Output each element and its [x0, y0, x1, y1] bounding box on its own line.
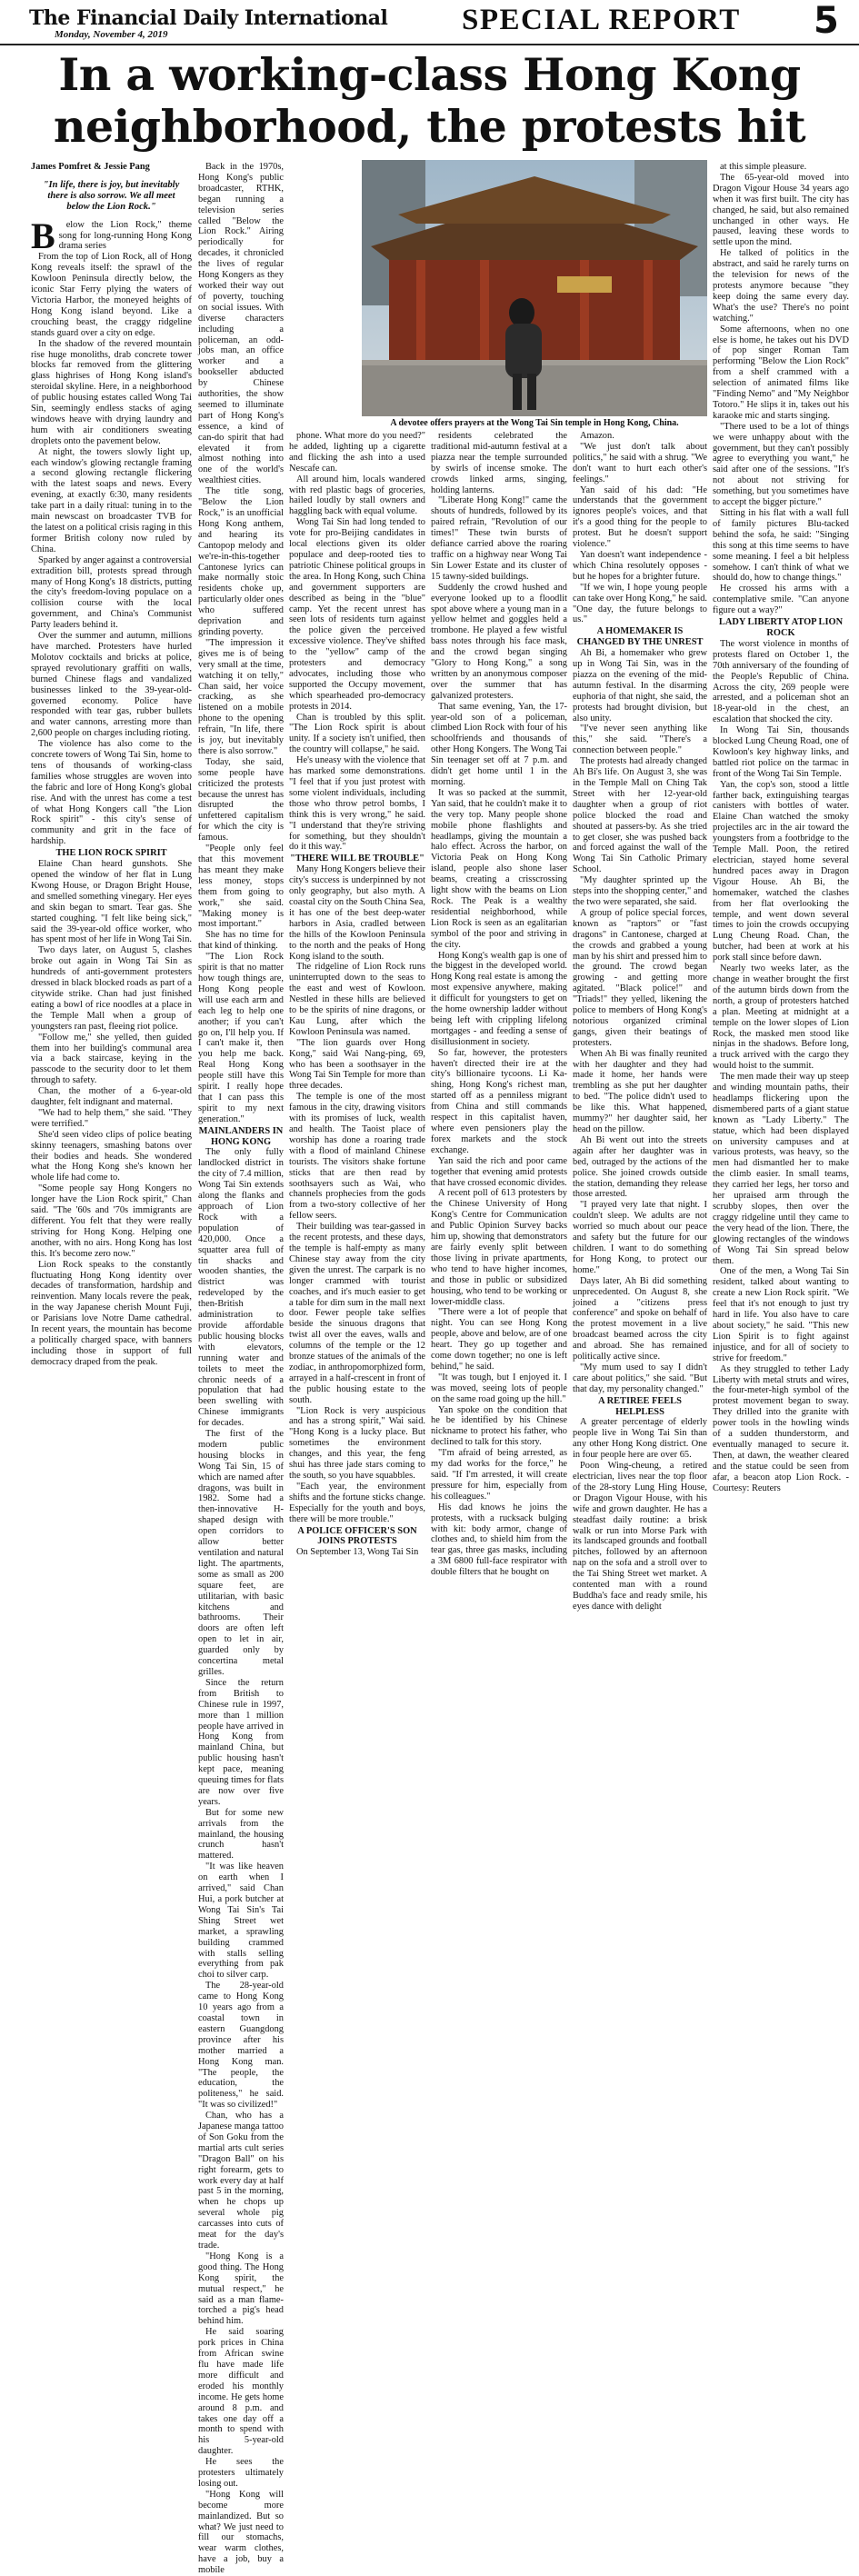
- paragraph: Chan, the mother of a 6-year-old daughter, felt indignant and maternal.: [31, 1086, 192, 1108]
- paragraph: Yan doesn't want independence - which China resolutely opposes - but he hopes for a brighter future.: [573, 549, 707, 582]
- paragraph: The title song, "Below the Lion Rock," is an unofficial Hong Kong anthem, and hearing its Cantopop melody and we're-in-this-together Cantonese lyrics can make normally stoic residents choke up, particularly older ones who suffered deprivation and grinding poverty.: [198, 486, 284, 637]
- paragraph: "People only feel that this movement has meant they make less money, stops them from going to work," she said. "Making money is most important.": [198, 844, 284, 930]
- paragraph: "Each year, the environment shifts and the fortune sticks change. Especially for the youth and boys, there will be more trouble.": [289, 1481, 425, 1524]
- paragraph: The 65-year-old moved into Dragon Vigour House 34 years ago when it was first built. The city has changed, he said, but also remained unchanged in other ways. He paused, leaving these words to settle upon the mind.: [713, 172, 849, 248]
- paragraph: Sitting in his flat with a wall full of family pictures Blu-tacked behind the sofa, he said: "Singing this song at this time seems to have some meaning. I feel a bit helpless somehow. I can't think of what we should do, how to change things.": [713, 508, 849, 584]
- paragraph: Many Hong Kongers believe their city's success is underpinned by not only geography, but also myth. A coastal city on the South China Sea, it has one of the best deep-water harbors in Asia, cradled between the hills of the Kowloon Peninsula to the north and the peaks of Hong Kong island to the south.: [289, 864, 425, 962]
- paragraph: Their building was tear-gassed in the recent protests, and these days, the temple is half-empty as many Chinese stay away from the city given the unrest. The carpark is no longer crammed with tourist coaches, and it's much easier to get a table for dim sum in the mall next door. Fewer people take selfies beside the sinuous dragons that twist all over the eaves, walls and columns of the temple or the 12 bronze statues of the animals of the zodiac, in anthropomorphized form, arrayed in a half-crescent in front of the public housing estate to the south.: [289, 1222, 426, 1405]
- paragraph: Elaine Chan heard gunshots. She opened the window of her flat in Lung Kwong House, or Dragon Bright House, and smelled something vinegary. Her eyes and skin began to smart. Tear gas. She started coughing. "I felt like being sick," said the 39-year-old office worker, who has spent most of her life in Wong Tai Sin.: [31, 859, 192, 945]
- column-4-text: [431, 431, 567, 1578]
- paragraph: "It was like heaven on earth when I arrived," said Chan Hui, a pork butcher at Wong Tai Sin's Tai Shing Street wet market, a sprawling building crammed with stalls selling everything from pak choi to silver carp.: [198, 1862, 284, 1981]
- column-5-text-b: [573, 648, 707, 1395]
- paragraph: That same evening, Yan, the 17-year-old son of a policeman, climbed Lion Rock with four of his schoolfriends and thousands of other Hong Kongers. The Wong Tai Sin teenager set off at 7 p.m. and didn't get home until 1 in the morning.: [431, 701, 567, 787]
- subhead-police-officers-son: A POLICE OFFICER'S SON JOINS PROTESTS: [297, 1525, 417, 1547]
- paragraph: Days later, Ah Bi did something unprecedented. On August 8, she joined a "citizens press conference" and spoke on behalf of the protest movement in a live broadcast beamed across the city and abroad. She has remained politically active since.: [573, 1275, 707, 1363]
- column-5: [573, 431, 707, 1612]
- paragraph: She'd seen video clips of police beating skinny teenagers, smashing batons over their bodies and heads. She wondered what the Hong Kong she's known her whole life had come to.: [31, 1129, 192, 1183]
- paragraph: One of the men, a Wong Tai Sin resident, talked about wanting to create a new Lion Rock spirit. "We feel that it's not enough to just try hard in life. You also have to care about society," he said. "This new Lion Spirit is to fight against injustice, and for all of society to strive for freedom.": [713, 1266, 849, 1363]
- paragraph: The first of the modern public housing blocks in Wong Tai Sin, 15 of which are named after dragons, was built in 1982. Some had a then-innovative H-shaped design with open corridors to allow better ventilation and natural light. The apartments, some as small as 200 square feet, are utilitarian, with basic kitchens and bathrooms. Their doors are often left open to let in air, guarded only by concertina metal grilles.: [198, 1429, 284, 1677]
- paragraph: The men made their way up steep and winding mountain paths, their headlamps flickering upon the dismembered parts of a giant statue known as "Lady Liberty." The statue, which had been displayed on university campuses and at various protests, was heavy, so the men had dismantled her to make the climb easier. In small teams, they carried her legs, her torso and her upraised arm through the scrubby slopes, then over the craggy ridgeline until they came to the very head of the lion. There, the glowing rectangles of the windows of Wong Tai Sin spread below them.: [713, 1072, 849, 1266]
- masthead: [0, 0, 859, 45]
- paragraph: She has no time for that kind of thinking.: [198, 930, 284, 952]
- paragraph: "The Lion Rock spirit is that no matter how tough things are, Hong Kong people will use each arm and each leg to help one another; if you can't go on, I'll help you. If I can't make it, then you help me back. Real Hong Kong people still have this spirit. I really hope that I can pass this spirit to my next generation.": [198, 952, 284, 1124]
- byline: James Pomfret & Jessie Pang: [31, 162, 150, 172]
- column-3-text-b: [289, 864, 425, 1524]
- paragraph: The ridgeline of Lion Rock runs uninterrupted down to the seas to the east and west of Kowloon. Nestled in these hills are believed to be the spirits of nine dragons, or Kau Lung, after which the Kowloon Peninsula was named.: [289, 962, 425, 1037]
- subhead-lion-rock-spirit: THE LION ROCK SPIRIT: [55, 848, 167, 859]
- column-3-text-c: [289, 1547, 425, 1558]
- column-4: [431, 431, 567, 1578]
- paragraph: Today, she said, some people have criticized the protests because the unrest has disrupted the unfettered capitalism for which the city is famous.: [198, 756, 284, 844]
- column-1: [31, 162, 192, 1409]
- paragraph: "I prayed very late that night. I couldn't sleep. We adults are not worried so much about our peace and safety but the future for our children. I want to do something for Hong Kong, to protect our home.": [573, 1200, 707, 1275]
- paragraph: A recent poll of 613 protesters by the Chinese University of Hong Kong's Centre for Communication and Public Opinion Survey backs him up, showing that demonstrators are fairly evenly split between those living in private apartments, who tend to have higher incomes, and those in public or subsidized housing, who tend to be working or lower-middle class.: [431, 1188, 567, 1307]
- photo-caption: A devotee offers prayers at the Wong Tai Sin temple in Hong Kong, China.: [390, 418, 679, 428]
- column-2: [198, 162, 284, 2576]
- paragraph: Some afternoons, when no one else is home, he takes out his DVD of pop singer Roman Tam performing "Below the Lion Rock" from a shelf crammed with a selection of animated films like "Finding Nemo" and "My Neighbor Totoro." He slips it in, takes out his karaoke mic and starts singing.: [713, 324, 849, 421]
- paragraph: phone. What more do you need?" he added, lighting up a cigarette and flicking the ash into a used Nescafe can.: [289, 431, 425, 474]
- drop-cap: B: [31, 215, 55, 256]
- paragraph: In the shadow of the revered mountain rise huge monoliths, drab concrete tower blocks far removed from the glittering glass highrises of Hong Kong island's steroidal skyline. Here, in a neighborhood of public housing estates called Wong Tai Sin, seemingly endless stacks of aging windows heave with drying laundry and hum with air conditioners sweating droplets onto the pavement below.: [31, 338, 192, 446]
- paragraph: All around him, locals wandered with red plastic bags of groceries, hailed loudly by stall owners and haggling back with equal volume.: [289, 474, 425, 517]
- paragraph: Yan, the cop's son, stood a little farther back, extinguishing teargas canisters with bottles of water. Elaine Chan watched the smoky projectiles arc in the air toward the youngsters from a footbridge to the Temple Mall. Poon, the retired electrician, stayed home several hundred paces away in Dragon Vigour House. Ah Bi, the homemaker, watched the clashes from her flat overlooking the temple, and went down several times to join the crowds occupying Lung Cheung Road. Chan, the butcher, had been at work at his pork stall since before dawn.: [713, 779, 849, 964]
- paragraph: "Hong Kong is a good thing. The Hong Kong spirit, the mutual respect," he said as a man flame-torched a pig's head behind him.: [198, 2251, 284, 2327]
- paragraph: It was so packed at the summit, Yan said, that he couldn't make it to the very top. Many people shone mobile phone flashlights and headlamps, giving the mountain a halo effect. Across the harbor, on Victoria Peak on Hong Kong island, people also shone laser beams, creating a crisscrossing light show with the beams on Lion Rock. The Peak is a wealthy residential neighborhood, while Lion Rock is seen as an egalitarian symbol of the poor and striving in the city.: [431, 787, 567, 950]
- paragraph: Chan, who has a Japanese manga tattoo of Son Goku from the martial arts cult series "Dragon Ball" on his right forearm, gets to work every day at half past 5 in the morning, when he chops up several whole pig carcasses into cuts of meat for the day's trade.: [198, 2111, 284, 2251]
- paragraph: He sees the protesters ultimately losing out.: [198, 2457, 284, 2489]
- publication-date: Monday, November 4, 2019: [55, 29, 168, 40]
- column-5-text-a: [573, 431, 707, 625]
- paragraph: The violence has also come to the concrete towers of Wong Tai Sin, home to tens of thousands of working-class families whose struggles are woven into the fabric and lore of Hong Kong's global rise. And with the unrest has come a test of what Hong Kongers call "the Lion Rock spirit" - this city's sense of community and grit in the face of hardship.: [31, 739, 192, 847]
- paragraph: In Wong Tai Sin, thousands blocked Lung Cheung Road, one of Kowloon's key highway links, and battled riot police on the tarmac in front of the Wong Tai Sin Temple.: [713, 725, 849, 779]
- paragraph: elow the Lion Rock," theme song for long-running Hong Kong drama series: [58, 219, 192, 252]
- column-6-text-b: [713, 639, 849, 1494]
- paragraph: Yan said the rich and poor came together that evening amid protests that have crossed economic divides.: [431, 1155, 567, 1188]
- paragraph: The protests had already changed Ah Bi's life. On August 3, she was in the Temple Mall on Ching Tak Street with her 12-year-old daughter when a group of riot police blocked the road and shouted at passers-by. As she tried to get closer, she was pushed back and forced against the wall of the Wong Tai Sin Catholic Primary School.: [573, 756, 707, 875]
- column-3: [289, 431, 426, 1558]
- paragraph: But for some new arrivals from the mainland, the housing crunch hasn't mattered.: [198, 1807, 284, 1862]
- subhead-retiree: A RETIREE FEELS HELPLESS: [598, 1395, 682, 1417]
- paragraph: Over the summer and autumn, millions have marched. Protesters have hurled Molotov cocktails and bricks at police, sprayed revolutionary graffiti on walls, burned Chinese flags and vandalized businesses linked to the 39-year-old-governed economy. Police have responded with tear gas, rubber bullets and water cannons, arresting more than 2,600 people on charges including rioting.: [31, 631, 192, 739]
- paragraph: residents celebrated the traditional mid-autumn festival at a piazza near the temple surrounded by swirls of incense smoke. The crowds linked arms, singing, holding lanterns.: [431, 431, 567, 495]
- paragraph: He crossed his arms with a contemplative smile. "Can anyone figure out a way?": [713, 584, 849, 616]
- column-6-text-a: [713, 162, 849, 616]
- paragraph: The worst violence in months of protests flared on October 1, the 70th anniversary of the founding of the People's Republic of China. Across the city, 269 people were arrested, and a policeman shot an 18-year-old in the chest, an escalation that shocked the city.: [713, 638, 849, 725]
- paragraph: He talked of politics in the abstract, and said he rarely turns on the television for news of the protests anymore because "they keep doing the same every day. What's the use? There's no point watching.": [713, 248, 849, 324]
- pull-quote: "In life, there is joy, but inevitably there is also sorrow. We all meet below the Lion Rock.": [43, 179, 180, 212]
- paragraph: Amazon.: [580, 431, 614, 441]
- paragraph: When Ah Bi was finally reunited with her daughter and they had made it home, her hands were trembling as she put her daughter to bed. "The police didn't used to be like this. What happened, mummy?" her daughter said, her head on the pillow.: [573, 1048, 707, 1134]
- paragraph: "Some people say Hong Kongers no longer have the Lion Rock spirit," Chan said. "The '60s and '70s immigrants are different. You felt that they were really striving for Hong Kong. Helping one another, with no airs. Hong Kong has lost this. It's become zero now.": [31, 1183, 192, 1259]
- paragraph: "The lion guards over Hong Kong," said Wai Nang-ping, 69, who has been a soothsayer in the Wong Tai Sin Temple for more than three decades.: [289, 1037, 425, 1092]
- paragraph: Wong Tai Sin had long tended to vote for pro-Beijing candidates in local elections given its older populace and deep-rooted ties to patriotic Chinese political groups in the area. In Hong Kong, such China and government supporters are described as being in the "blue" camp. Yet the recent unrest has seen lots of residents turn against the police given the perceived excessive violence. They've shifted to the "yellow" camp of the protesters and democracy advocates, including those who supported the Occupy movement, which spearheaded pro-democracy protests in 2014.: [289, 517, 425, 712]
- paragraph: "There used to be a lot of things we were unhappy about with the government, but they can't possibly agree to everything you want," he said after one of the sessions. "It's not about not striving for something, but you sometimes have to accept the bigger picture.": [713, 421, 849, 508]
- paragraph: Ah Bi, a homemaker who grew up in Wong Tai Sin, was in the piazza on the evening of the mid-autumn festival. In the disarming euphoria of that night, she said, the protests had brought division, but also unity.: [573, 648, 707, 724]
- paragraph: His dad knows he joins the protests, with a rucksack bulging with kit: body armor, change of clothes and, to shield him from the tear gas, three gas masks, including a 3M 6800 full-face respirator with double filters that he bought on: [431, 1502, 567, 1578]
- subhead-lady-liberty: LADY LIBERTY ATOP LION ROCK: [718, 617, 844, 638]
- paragraph: "The impression it gives me is of being very small at the time, watching it on telly," Chan said, her voice cracking, as she listened on a mobile phone to the opening refrain, "In life, there is joy, but inevitably there is also sorrow.": [198, 637, 284, 756]
- column-1-text-b: [31, 859, 192, 1368]
- paper-name: The Financial Daily International: [29, 6, 388, 30]
- column-5-text-c: [573, 1417, 707, 1612]
- paragraph: "I'm afraid of being arrested, as my dad works for the force," he said. "If I'm arrested, it will create pressure for him, especially from his colleagues.": [431, 1448, 567, 1502]
- paragraph: Ah Bi went out into the streets again after her daughter was in bed, outraged by the actions of the police. She joined crowds outside the station, demanding they release those arrested.: [573, 1134, 707, 1200]
- paragraph: "Liberate Hong Kong!" came the shouts of hundreds, followed by its paired refrain, "Revolution of our times!" These twin bursts of defiance carried above the roaring traffic on a highway near Wong Tai Sin Lower Estate and its cluster of 15 tawny-sided buildings.: [431, 495, 567, 582]
- paragraph: The temple is one of the most famous in the city, drawing visitors with its promises of luck, wealth and health. The Taoist place of worship has done a roaring trade with a flood of mainland Chinese tourists. The visitors shake fortune sticks that are then read by soothsayers such as Wai, who channels prophecies from the gods from a two-story collective of her fellow seers.: [289, 1092, 425, 1222]
- paragraph: "We just don't talk about politics," he said with a shrug. "We don't want to hurt each other's feelings.": [573, 441, 707, 484]
- paragraph: Yan spoke on the condition that he be identified by his Chinese nickname to protect his father, who declined to talk for this story.: [431, 1404, 567, 1448]
- paragraph: "Hong Kong will become more mainlandized. But so what? We just need to fill our stomachs, wear warm clothes, have a job, buy a mobile: [198, 2489, 284, 2576]
- page-number: 5: [814, 0, 839, 42]
- paragraph: "If we win, I hope young people can take over Hong Kong," he said. "One day, the future belongs to us.": [573, 582, 707, 625]
- paragraph: "My daughter sprinted up the steps into the shopping center," and the two were separated, she said.: [573, 875, 707, 907]
- paragraph: He said soaring pork prices in China from African swine flu have made life more difficult and eroded his monthly income. He gets home around 8 p.m. and takes one day off a month to spend with his 5-year-old daughter.: [198, 2327, 284, 2457]
- paragraph: From the top of Lion Rock, all of Hong Kong reveals itself: the sprawl of the Kowloon Peninsula directly below, the iconic Star Ferry plying the waters of Victoria Harbor, the moneyed heights of Hong Kong island beyond. Like a crouching beast, the craggy ridgeline stands guard over a city on edge.: [31, 252, 192, 338]
- column-2-text-b: [198, 1147, 284, 2576]
- paragraph: "My mum used to say I didn't care about politics," she said. "But that day, my personality changed.": [573, 1362, 707, 1394]
- paragraph: Two days later, on August 5, clashes broke out again in Wong Tai Sin as hundreds of anti-government protesters dressed in black blocked roads as part of a citywide strike. Chan had just finished eating a bowl of rice noodles at a place in the Temple Mall when a group of youngsters ran past, fleeing riot police.: [31, 945, 192, 1032]
- paragraph: He's uneasy with the violence that has marked some demonstrations. "I feel that if you just protest with some violent individuals, including those who throw petrol bombs, I think this is very wrong," he said. "I understand that they're striving for something, but they shouldn't do it this way.": [289, 755, 425, 853]
- paragraph: "We had to help them," she said. "They were terrified.": [31, 1107, 192, 1129]
- section-title: SPECIAL REPORT: [462, 4, 741, 36]
- paragraph: A group of police special forces, known as "raptors" or "fast dragons" in Cantonese, charged at the crowds and grabbed a young man by his shirt and pressed him to the ground. The crowd began growing - and getting more agitated. "Black police!" and "Triads!" they yelled, likening the police to members of Hong Kong's notorious organized criminal gangs, given their beatings of protesters.: [573, 907, 707, 1048]
- paragraph: Hong Kong's wealth gap is one of the biggest in the developed world. Hong Kong real estate is among the most expensive anywhere, making it difficult for youngsters to get on the home ownership ladder without being left with crippling lifelong mortgages - and feeding a sense of disillusionment in society.: [431, 950, 567, 1047]
- paragraph: The 28-year-old came to Hong Kong 10 years ago from a coastal town in eastern Guangdong province after his mother married a Hong Kong man. "The people, the education, the politeness," he said. "It was so civilized!": [198, 1981, 284, 2111]
- paragraph: On September 13, Wong Tai Sin: [296, 1547, 419, 1558]
- column-1-text-a: [31, 215, 192, 848]
- paragraph: Lion Rock speaks to the constantly fluctuating Hong Kong identity over decades of transformation, hardship and reinvention. Many locals revere the peak, in the way Japanese cherish Mount Fuji, or Parisians love Notre Dame cathedral. In recent years, the mountain has become a politically charged space, with banners including those in support of full democracy draped from the peak.: [31, 1259, 192, 1367]
- temple-photo-image: [362, 160, 707, 416]
- temple-photo: [362, 160, 707, 416]
- paragraph: Chan is troubled by this split. "The Lion Rock spirit is about unity. If a society isn't unified, then the country will collapse," he said.: [289, 712, 425, 755]
- column-2-text-a: [198, 162, 284, 1125]
- paragraph: So far, however, the protesters haven't directed their ire at the city's billionaire tycoons. Li Ka-shing, Hong Kong's richest man, started off as a penniless migrant from China and still commands respect in this capitalist haven, where even pensioners play the forex markets and the stock exchange.: [431, 1047, 567, 1155]
- paragraph: Back in the 1970s, Hong Kong's public broadcaster, RTHK, began running a television series called "Below the Lion Rock." Airing periodically for decades, it chronicled the lives of regular Hong Kongers as they worked their way out of poverty, touching on social issues. With diverse characters including a policeman, an odd-jobs man, an office worker and a bookseller abducted by Chinese authorities, the show seemed to illuminate part of Hong Kong's essence, a kind of can-do spirit that had elevated it from almost nothing into one of the world's wealthiest cities.: [198, 162, 284, 486]
- paragraph: As they struggled to tether Lady Liberty with metal struts and wires, the four-meter-high symbol of the protest movement began to sway. They drilled into the granite with power tools in the howling winds of a sudden thunderstorm, and eventually managed to secure it. Then, at dawn, the weather cleared and the statue could be seen from afar, a beacon atop Lion Rock. -Courtesy: Reuters: [713, 1363, 849, 1493]
- paragraph: "I've never seen anything like this," she said. "There's a connection between people.": [573, 724, 707, 756]
- paragraph: A greater percentage of elderly people live in Wong Tai Sin than any other Hong Kong district. One in four people here are over 65.: [573, 1417, 707, 1461]
- paragraph: at this simple pleasure.: [720, 162, 807, 172]
- subhead-homemaker: A HOMEMAKER IS CHANGED BY THE UNREST: [576, 626, 704, 648]
- paragraph: At night, the towers slowly light up, each window's glowing rectangle framing a second glowing rectangle flickering with the latest soaps and news. Every evening, at exactly 6:30, many residents take part in a daily ritual: tuning in to the main newscast on broadcaster TVB for the latest on a political crisis raging in this former British colony now ruled by China.: [31, 446, 192, 554]
- paragraph: "Follow me," she yelled, then guided them into her building's communal area via a back staircase, keying in the passcode to the security door to let them through to safety.: [31, 1032, 192, 1086]
- paragraph: Nearly two weeks later, as the change in weather brought the first of the autumn birds down from the north, a group of protesters hatched a plan. Meeting at midnight at a temple on the lower slopes of Lion Rock, the masked men stood like ninjas in the shadows. Before long, a truck arrived with the cargo they would hoist to the summit.: [713, 964, 849, 1072]
- subhead-there-will-be-trouble: "THERE WILL BE TROUBLE": [290, 854, 425, 864]
- paragraph: Yan said of his dad: "He understands that the government ignores people's voices, and that it's a good thing for the people to protest. But he doesn't support violence.": [573, 484, 707, 550]
- headline: In a working-class Hong Kong neighborhood, the protests hit: [53, 48, 806, 153]
- subhead-mainlanders: MAINLANDERS IN HONG KONG: [198, 1125, 284, 1147]
- paragraph: Suddenly the crowd hushed and everyone looked up to a floodlit spot above where a young man in a yellow helmet and goggles held a trombone. He played a few wistful bass notes through his face mask, and the crowd began singing "Glory to Hong Kong," a song written by an anonymous composer over the summer that has galvanized protesters.: [431, 582, 567, 701]
- column-6: [713, 162, 849, 1493]
- column-3-text-a: [289, 431, 425, 853]
- paragraph: Since the return from British to Chinese rule in 1997, more than 1 million people have arrived in Hong Kong from mainland China, but public housing hasn't kept pace, meaning queuing times for flats are now over five years.: [198, 1677, 284, 1807]
- paragraph: "It was tough, but I enjoyed it. I was moved, seeing lots of people on the same road going up the hill.": [431, 1372, 567, 1404]
- paragraph: "There were a lot of people that night. You can see Hong Kong people, above and below, are of one heart. They go up together and come down together; no one is left behind," he said.: [431, 1307, 567, 1372]
- paragraph: The only fully landlocked district in the city of 7.4 million, Wong Tai Sin extends along the flanks and approach of Lion Rock with a population of 420,000. Once a squatter area full of tin shacks and wooden shanties, the district was redeveloped by the then-British administration to provide affordable public housing blocks with elevators, running water and toilets to meet the chronic needs of a population that had been swelling with Chinese immigrants for decades.: [198, 1147, 284, 1429]
- paragraph: Poon Wing-cheung, a retired electrician, lives near the top floor of the 28-story Lung Hing House, or Dragon Vigour House, with his wife and grown daughter. He has a steadfast daily routine: a brisk walk or run into Morse Park with its landscaped grounds and football pitches, followed by an afternoon nap on the sofa and a stroll over to the Tai Shing Street wet market. A contented man with a round Buddha's face and ready smile, his eyes dance with delight: [573, 1461, 707, 1612]
- paragraph: "Lion Rock is very auspicious and has a strong spirit," Wai said. "Hong Kong is a lucky place. But sometimes the environment changes, and this year, the feng shui has three jade stars coming to the south, so you have squabbles.: [289, 1405, 425, 1481]
- paragraph: Sparked by anger against a controversial extradition bill, protests spread through many of Hong Kong's 18 districts, putting the city's freedom-loving populace on a collision course with the local government, and China's Communist Party leaders behind it.: [31, 554, 192, 631]
